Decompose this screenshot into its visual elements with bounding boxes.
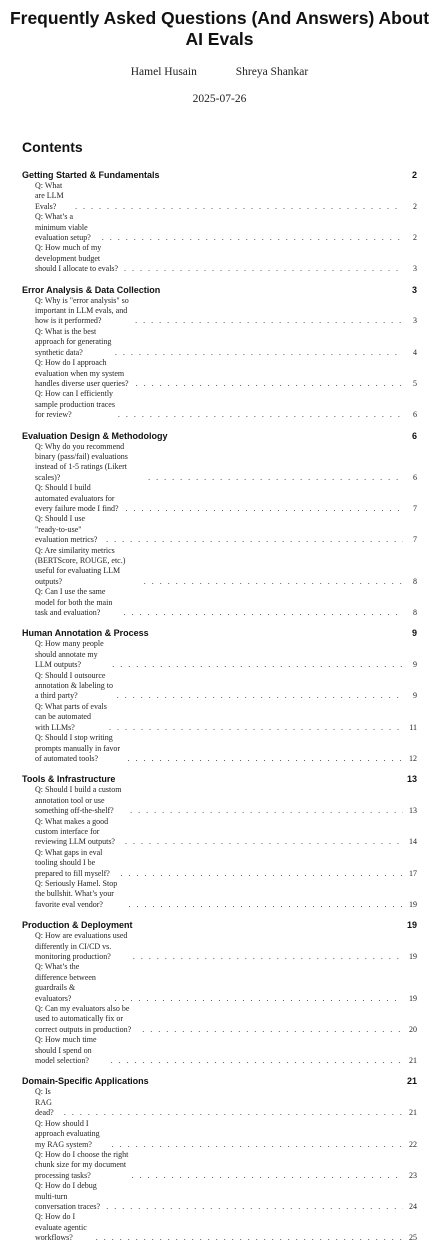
toc-entry[interactable] bbox=[22, 962, 417, 1004]
entry-question: Q: How do I debug multi-turn conversation traces? bbox=[35, 1181, 101, 1211]
toc-entry[interactable] bbox=[22, 639, 417, 670]
toc-entry[interactable] bbox=[22, 671, 417, 702]
entry-question: Q: What are LLM Evals? bbox=[35, 181, 64, 211]
dot-leader bbox=[132, 1171, 403, 1181]
toc-entry[interactable] bbox=[22, 181, 417, 212]
toc-section-heading[interactable] bbox=[22, 170, 417, 181]
table-of-contents bbox=[22, 170, 417, 1254]
entry-question: Q: How many people should annotate my LLM outputs? bbox=[35, 639, 104, 670]
toc-entry[interactable] bbox=[22, 1119, 417, 1150]
toc-section-heading[interactable] bbox=[22, 774, 417, 785]
entry-question: Q: How much time should I spend on model selection? bbox=[35, 1035, 97, 1066]
document-date: 2025-07-26 bbox=[192, 93, 247, 105]
dot-leader bbox=[124, 264, 403, 274]
toc-section-heading[interactable] bbox=[22, 1076, 417, 1087]
entry-page-number: 13 bbox=[409, 806, 417, 816]
entry-question: Q: Should I build automated evaluators for every failure mode I find? bbox=[35, 483, 119, 513]
entry-page-number: 11 bbox=[409, 722, 417, 732]
dot-leader bbox=[118, 410, 403, 420]
entry-page-number: 3 bbox=[413, 316, 417, 326]
entry-question: Q: Should I outsource annotation & labeling to a third party? bbox=[35, 670, 113, 701]
dot-leader bbox=[144, 577, 403, 587]
toc-section bbox=[22, 920, 417, 1066]
dot-leader bbox=[75, 202, 403, 212]
dot-leader bbox=[112, 660, 403, 670]
dot-leader bbox=[106, 1202, 403, 1212]
entry-question: Q: Can my evaluators also be used to automatically fix or correct outputs in production? bbox=[35, 1004, 132, 1034]
dot-leader bbox=[130, 806, 403, 816]
dot-leader bbox=[117, 691, 403, 701]
section-title: Getting Started & Fundamentals bbox=[22, 170, 160, 180]
contents-heading: Contents bbox=[22, 139, 83, 155]
entry-page-number: 2 bbox=[413, 233, 417, 243]
toc-entry[interactable] bbox=[22, 442, 417, 484]
entry-page-number: 21 bbox=[409, 1056, 417, 1066]
dot-leader bbox=[120, 869, 403, 879]
toc-entry[interactable] bbox=[22, 1035, 417, 1066]
entry-question: Q: How do I choose the right chunk size for my document processing tasks? bbox=[35, 1149, 129, 1180]
toc-entry[interactable] bbox=[22, 358, 417, 389]
entry-question: Q: What’s the difference between guardrails & evaluators? bbox=[35, 962, 96, 1003]
entry-question: Q: How can I efficiently sample production traces for review? bbox=[35, 389, 115, 420]
document-title: Frequently Asked Questions (And Answers) About AI Evals bbox=[9, 8, 430, 49]
toc-section bbox=[22, 431, 417, 619]
author-list bbox=[0, 66, 439, 78]
entry-page-number: 9 bbox=[413, 660, 417, 670]
dot-leader bbox=[115, 348, 403, 358]
toc-entry[interactable] bbox=[22, 389, 417, 420]
toc-entry[interactable] bbox=[22, 546, 417, 588]
toc-entry[interactable] bbox=[22, 848, 417, 879]
dot-leader bbox=[135, 316, 403, 326]
section-page-number: 9 bbox=[411, 628, 417, 639]
toc-entry[interactable] bbox=[22, 931, 417, 962]
entry-page-number: 12 bbox=[409, 753, 417, 763]
dot-leader bbox=[148, 473, 403, 483]
entry-page-number: 25 bbox=[409, 1233, 417, 1243]
entry-page-number: 20 bbox=[409, 1024, 417, 1034]
section-title: Production & Deployment bbox=[22, 920, 133, 931]
entry-page-number: 23 bbox=[409, 1170, 417, 1180]
toc-section-heading[interactable] bbox=[22, 920, 417, 931]
toc-entry[interactable] bbox=[22, 1087, 417, 1118]
toc-section bbox=[22, 285, 417, 421]
entry-question: Q: Are similarity metrics (BERTScore, ROUGE, etc.) useful for evaluating LLM outputs? bbox=[35, 545, 126, 586]
toc-section bbox=[22, 774, 417, 910]
toc-section bbox=[22, 628, 417, 764]
dot-leader bbox=[102, 233, 403, 243]
section-page-number: 19 bbox=[406, 920, 417, 931]
entry-page-number: 5 bbox=[413, 378, 417, 388]
section-page-number: 3 bbox=[411, 284, 417, 295]
toc-section bbox=[22, 170, 417, 275]
toc-entry[interactable] bbox=[22, 212, 417, 243]
author-name: Shreya Shankar bbox=[235, 66, 309, 78]
entry-question: Q: How do I evaluate agentic workflows? bbox=[35, 1212, 87, 1243]
dot-leader bbox=[114, 994, 403, 1004]
section-page-number: 6 bbox=[411, 430, 417, 441]
entry-page-number: 3 bbox=[413, 264, 417, 274]
toc-entry[interactable] bbox=[22, 514, 417, 545]
entry-page-number: 9 bbox=[413, 691, 417, 701]
dot-leader bbox=[128, 754, 404, 764]
dot-leader bbox=[136, 379, 403, 389]
dot-leader bbox=[96, 1233, 403, 1243]
toc-section bbox=[22, 1076, 417, 1243]
section-page-number: 2 bbox=[411, 170, 417, 180]
entry-page-number: 6 bbox=[413, 472, 417, 482]
entry-question: Q: Why do you recommend binary (pass/fail) evaluations instead of 1-5 ratings (Likert scales)? bbox=[35, 441, 128, 482]
section-title: Human Annotation & Process bbox=[22, 628, 149, 639]
entry-page-number: 24 bbox=[409, 1201, 417, 1211]
entry-page-number: 19 bbox=[409, 993, 417, 1003]
entry-page-number: 7 bbox=[413, 503, 417, 513]
toc-entry[interactable] bbox=[22, 733, 417, 764]
section-title: Evaluation Design & Methodology bbox=[22, 430, 168, 441]
entry-page-number: 19 bbox=[409, 899, 417, 909]
toc-entry[interactable] bbox=[22, 1150, 417, 1181]
dot-leader bbox=[64, 1108, 403, 1118]
section-title: Domain-Specific Applications bbox=[22, 1076, 149, 1087]
entry-question: Q: What gaps in eval tooling should I be prepared to fill myself? bbox=[35, 847, 110, 878]
entry-page-number: 8 bbox=[413, 608, 417, 618]
entry-question: Q: What’s a minimum viable evaluation setup? bbox=[35, 212, 91, 243]
dot-leader bbox=[109, 723, 403, 733]
section-page-number: 21 bbox=[406, 1076, 417, 1087]
dot-leader bbox=[124, 608, 403, 618]
toc-entry[interactable] bbox=[22, 327, 417, 358]
toc-entry[interactable] bbox=[22, 879, 417, 910]
dot-leader bbox=[125, 837, 403, 847]
entry-page-number: 7 bbox=[413, 535, 417, 545]
toc-entry[interactable] bbox=[22, 785, 417, 816]
dot-leader bbox=[142, 1025, 403, 1035]
entry-page-number: 6 bbox=[413, 410, 417, 420]
entry-question: Q: Why is "error analysis" so important in LLM evals, and how is it performed? bbox=[35, 295, 129, 326]
entry-page-number: 22 bbox=[409, 1139, 417, 1149]
entry-page-number: 19 bbox=[409, 952, 417, 961]
entry-question: Q: What parts of evals can be automated with LLMs? bbox=[35, 701, 107, 732]
dot-leader bbox=[111, 1056, 403, 1066]
entry-question: Q: Should I use "ready-to-use" evaluation metrics? bbox=[35, 514, 98, 545]
toc-entry[interactable] bbox=[22, 296, 417, 327]
entry-question: Q: What makes a good custom interface for reviewing LLM outputs? bbox=[35, 816, 115, 847]
dot-leader bbox=[128, 900, 403, 910]
toc-entry[interactable] bbox=[22, 1004, 417, 1035]
toc-entry[interactable] bbox=[22, 483, 417, 514]
toc-entry[interactable] bbox=[22, 702, 417, 733]
toc-entry[interactable] bbox=[22, 1181, 417, 1212]
entry-question: Q: Should I build a custom annotation tool or use something off-the-shelf? bbox=[35, 785, 122, 816]
toc-entry[interactable] bbox=[22, 587, 417, 618]
entry-question: Q: Can I use the same model for both the main task and evaluation? bbox=[35, 587, 113, 618]
entry-question: Q: How much of my development budget should I allocate to evals? bbox=[35, 243, 119, 274]
toc-entry[interactable] bbox=[22, 1212, 417, 1243]
dot-leader bbox=[106, 535, 403, 545]
section-title: Error Analysis & Data Collection bbox=[22, 284, 161, 295]
entry-question: Q: Seriously Hamel. Stop the bullshit. What’s your favorite eval vendor? bbox=[35, 878, 118, 909]
entry-page-number: 2 bbox=[413, 201, 417, 211]
entry-question: Q: How are evaluations used differently in CI/CD vs. monitoring production? bbox=[35, 931, 128, 961]
dot-leader bbox=[125, 504, 403, 514]
author-name: Hamel Husain bbox=[130, 66, 197, 78]
dot-leader bbox=[133, 952, 403, 962]
toc-section-heading[interactable] bbox=[22, 628, 417, 639]
entry-page-number: 14 bbox=[409, 837, 417, 847]
entry-page-number: 4 bbox=[413, 347, 417, 357]
toc-section-heading[interactable] bbox=[22, 285, 417, 296]
entry-question: Q: How should I approach evaluating my RAG system? bbox=[35, 1118, 100, 1149]
toc-entry[interactable] bbox=[22, 817, 417, 848]
section-page-number: 13 bbox=[406, 774, 417, 785]
entry-page-number: 21 bbox=[409, 1108, 417, 1118]
entry-question: Q: Should I stop writing prompts manually in favor of automated tools? bbox=[35, 733, 121, 763]
toc-entry[interactable] bbox=[22, 243, 417, 274]
section-title: Tools & Infrastructure bbox=[22, 774, 116, 785]
entry-page-number: 17 bbox=[409, 868, 417, 878]
entry-page-number: 8 bbox=[413, 576, 417, 586]
entry-question: Q: How do I approach evaluation when my system handles diverse user queries? bbox=[35, 358, 129, 388]
entry-question: Q: Is RAG dead? bbox=[35, 1087, 54, 1118]
toc-section-heading[interactable] bbox=[22, 431, 417, 442]
entry-question: Q: What is the best approach for generating synthetic data? bbox=[35, 326, 112, 357]
dot-leader bbox=[112, 1140, 403, 1150]
